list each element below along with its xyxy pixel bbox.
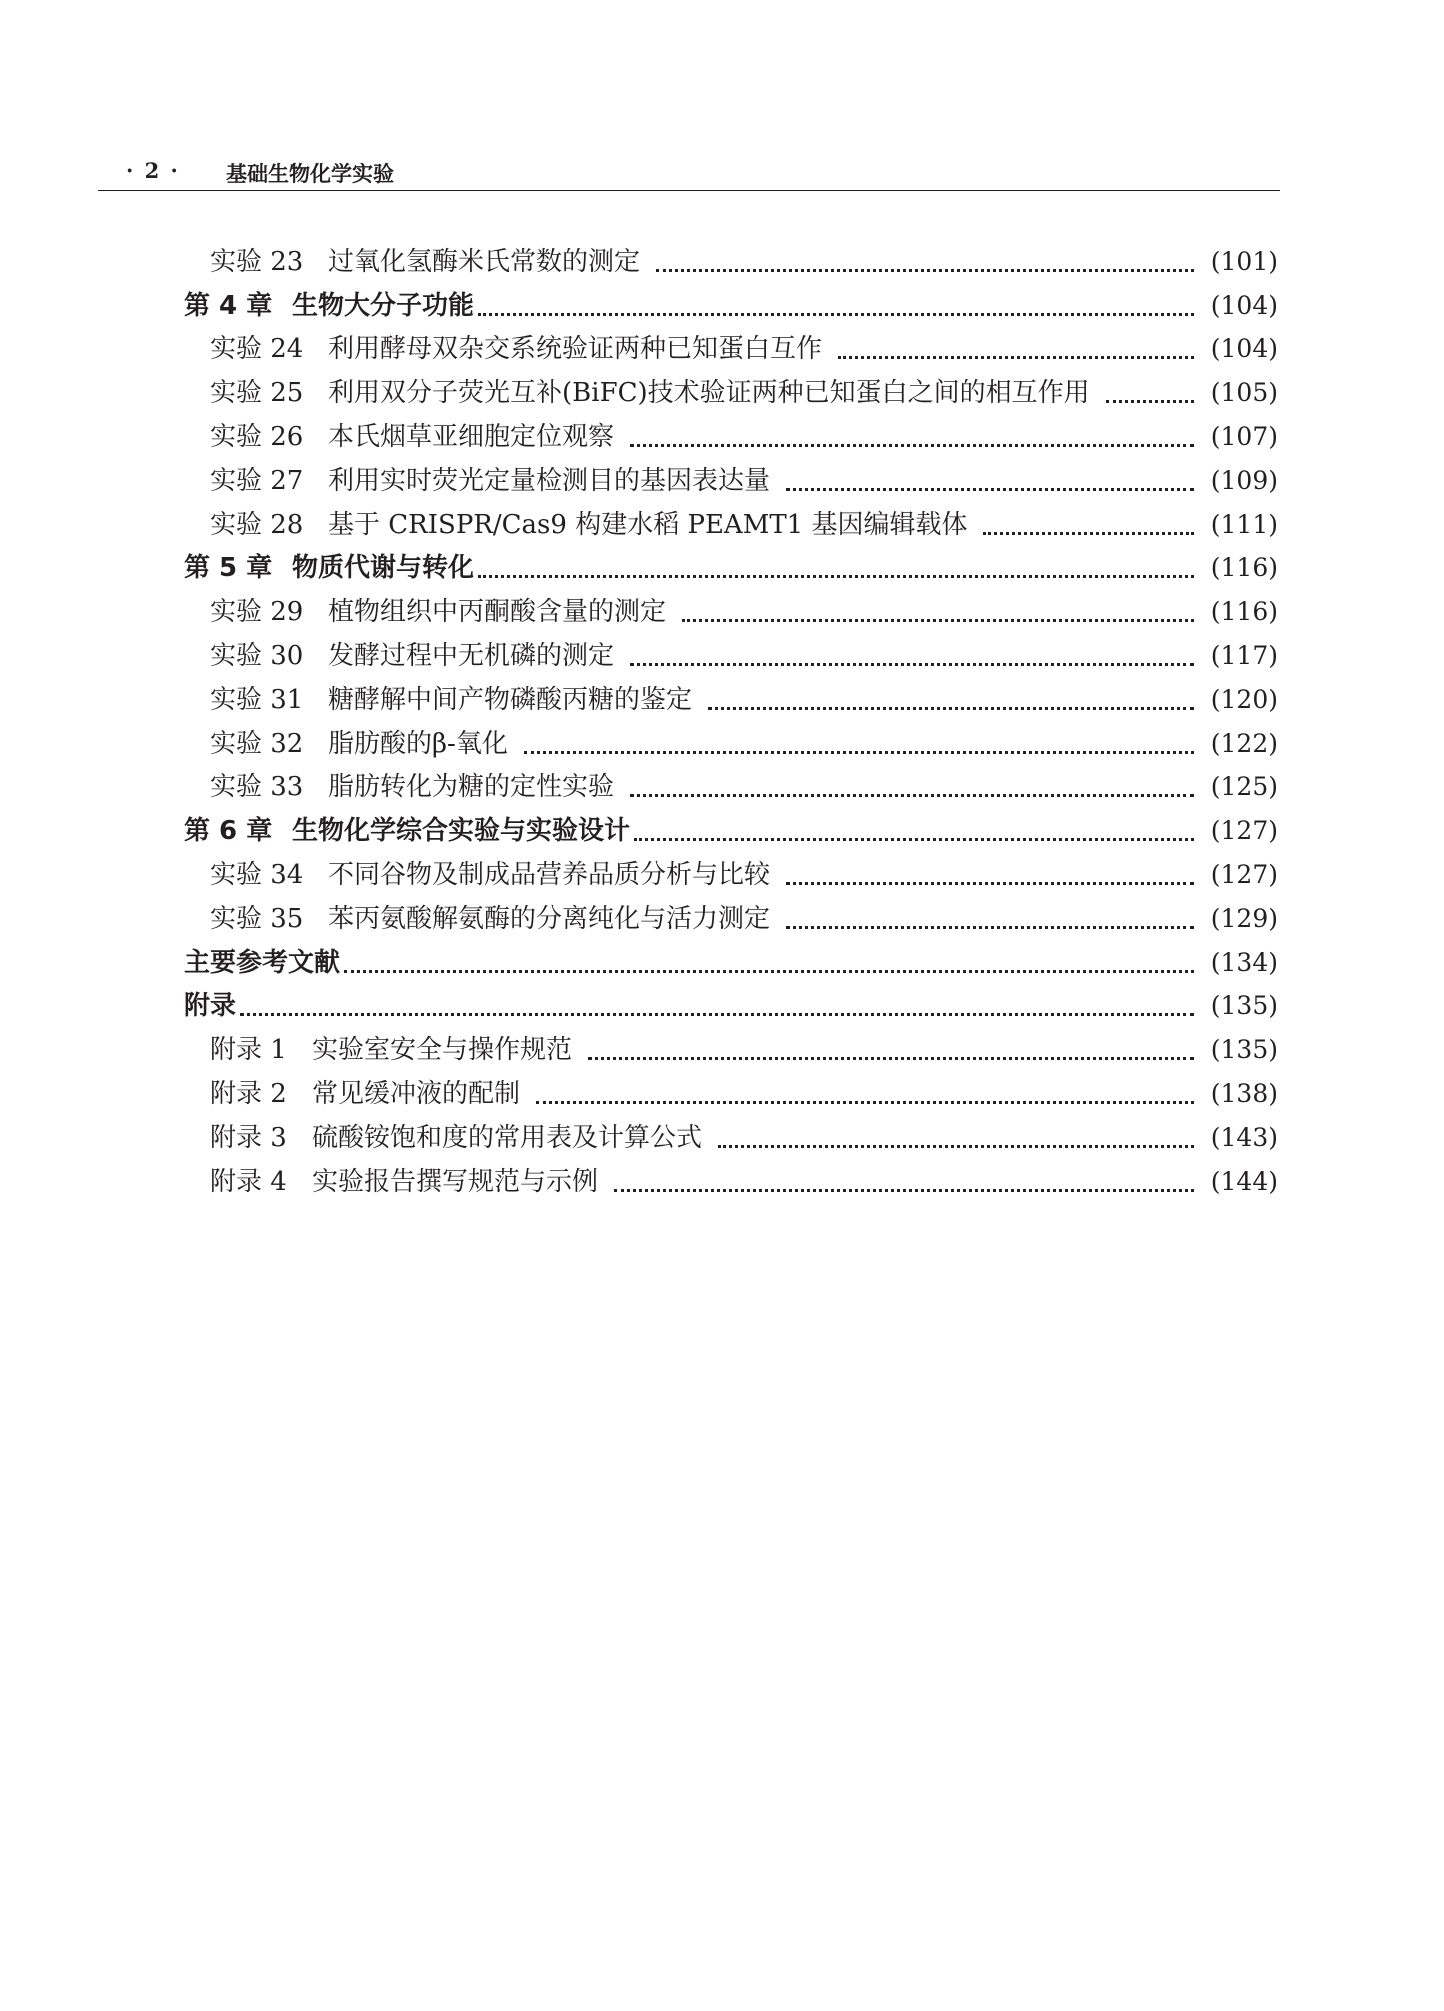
toc-chapter-row[interactable] <box>184 804 1278 848</box>
entry-title: 脂肪转化为糖的定性实验 <box>328 772 615 803</box>
toc-section-row[interactable] <box>184 936 1278 980</box>
running-header <box>98 156 1280 191</box>
entry-number: 附录 1 <box>210 1035 287 1066</box>
entry-title: 利用实时荧光定量检测目的基因表达量 <box>328 465 771 496</box>
entry-page: (109) <box>1210 465 1278 495</box>
entry-title: 不同谷物及制成品营养品质分析与比较 <box>328 859 771 890</box>
dot-leader <box>983 531 1194 535</box>
entry-number: 实验 27 <box>210 465 304 496</box>
toc-chapter-row[interactable] <box>184 542 1278 586</box>
entry-page: (107) <box>1210 421 1278 451</box>
dot-leader <box>786 487 1194 491</box>
toc-row[interactable] <box>184 629 1278 673</box>
entry-page: (135) <box>1210 1035 1278 1065</box>
dot-leader <box>344 969 1194 973</box>
dot-leader <box>1106 399 1194 403</box>
entry-title: 苯丙氨酸解氨酶的分离纯化与活力测定 <box>328 903 771 934</box>
entry-number: 实验 24 <box>210 334 304 365</box>
entry-title: 实验室安全与操作规范 <box>312 1035 573 1066</box>
dot-leader <box>630 662 1194 666</box>
entry-page: (122) <box>1210 728 1278 758</box>
entry-page: (127) <box>1210 859 1278 889</box>
entry-title: 糖酵解中间产物磷酸丙糖的鉴定 <box>328 684 693 715</box>
entry-page: (138) <box>1210 1078 1278 1108</box>
entry-page: (125) <box>1210 772 1278 802</box>
chapter-number: 第 5 章 <box>184 553 273 584</box>
entry-page: (144) <box>1210 1166 1278 1196</box>
entry-number: 实验 34 <box>210 859 304 890</box>
entry-number: 附录 4 <box>210 1166 287 1197</box>
entry-page: (104) <box>1210 290 1278 320</box>
chapter-title: 生物大分子功能 <box>292 290 475 321</box>
entry-title: 硫酸铵饱和度的常用表及计算公式 <box>312 1122 703 1153</box>
entry-page: (116) <box>1210 553 1278 583</box>
entry-number: 实验 35 <box>210 903 304 934</box>
toc-row[interactable] <box>184 323 1278 367</box>
dot-leader <box>838 355 1194 359</box>
toc-section-row[interactable] <box>184 980 1278 1024</box>
entry-page: (111) <box>1210 509 1278 539</box>
entry-page: (129) <box>1210 903 1278 933</box>
toc-row[interactable] <box>184 235 1278 279</box>
dot-leader <box>630 793 1194 797</box>
entry-number: 实验 28 <box>210 509 304 540</box>
entry-number: 实验 23 <box>210 246 304 277</box>
toc-row[interactable] <box>184 585 1278 629</box>
toc-row[interactable] <box>184 1067 1278 1111</box>
entry-number: 实验 32 <box>210 728 304 759</box>
entry-number: 实验 33 <box>210 772 304 803</box>
dot-leader <box>708 706 1194 710</box>
entry-title: 常见缓冲液的配制 <box>312 1078 521 1109</box>
entry-number: 实验 26 <box>210 421 304 452</box>
table-of-contents <box>184 235 1278 1199</box>
toc-row[interactable] <box>184 1023 1278 1067</box>
toc-row[interactable] <box>184 498 1278 542</box>
entry-title: 脂肪酸的β-氧化 <box>328 728 508 759</box>
toc-row[interactable] <box>184 848 1278 892</box>
chapter-title: 生物化学综合实验与实验设计 <box>292 816 631 847</box>
entry-title: 实验报告撰写规范与示例 <box>312 1166 599 1197</box>
toc-row[interactable] <box>184 717 1278 761</box>
entry-page: (116) <box>1210 597 1278 627</box>
dot-leader <box>786 925 1194 929</box>
toc-row[interactable] <box>184 454 1278 498</box>
book-title: 基础生物化学实验 <box>226 162 394 186</box>
entry-number: 附录 2 <box>210 1078 287 1109</box>
toc-row[interactable] <box>184 1155 1278 1199</box>
entry-title: 本氏烟草亚细胞定位观察 <box>328 421 615 452</box>
entry-title: 过氧化氢酶米氏常数的测定 <box>328 246 641 277</box>
dot-leader <box>682 618 1194 622</box>
dot-leader <box>478 574 1194 578</box>
entry-page: (127) <box>1210 816 1278 846</box>
section-title: 附录 <box>184 991 237 1022</box>
dot-leader <box>614 1188 1194 1192</box>
section-title: 主要参考文献 <box>184 947 341 978</box>
entry-number: 附录 3 <box>210 1122 287 1153</box>
entry-title: 利用酵母双杂交系统验证两种已知蛋白互作 <box>328 334 823 365</box>
entry-page: (117) <box>1210 640 1278 670</box>
entry-number: 实验 31 <box>210 684 304 715</box>
toc-chapter-row[interactable] <box>184 279 1278 323</box>
chapter-number: 第 4 章 <box>184 290 273 321</box>
dot-leader <box>718 1144 1194 1148</box>
dot-leader <box>240 1012 1194 1016</box>
entry-page: (120) <box>1210 684 1278 714</box>
dot-leader <box>656 268 1194 272</box>
entry-page: (104) <box>1210 334 1278 364</box>
dot-leader <box>524 750 1194 754</box>
entry-number: 实验 30 <box>210 640 304 671</box>
chapter-title: 物质代谢与转化 <box>292 553 475 584</box>
toc-row[interactable] <box>184 410 1278 454</box>
toc-row[interactable] <box>184 892 1278 936</box>
entry-title: 基于 CRISPR/Cas9 构建水稻 PEAMT1 基因编辑载体 <box>328 509 968 540</box>
dot-leader <box>588 1056 1194 1060</box>
dot-leader <box>634 837 1194 841</box>
entry-title: 发酵过程中无机磷的测定 <box>328 640 615 671</box>
dot-leader <box>786 881 1194 885</box>
toc-row[interactable] <box>184 1111 1278 1155</box>
toc-row[interactable] <box>184 673 1278 717</box>
entry-number: 实验 29 <box>210 597 304 628</box>
toc-row[interactable] <box>184 761 1278 805</box>
entry-number: 实验 25 <box>210 378 304 409</box>
entry-title: 利用双分子荧光互补(BiFC)技术验证两种已知蛋白之间的相互作用 <box>328 378 1090 409</box>
entry-title: 植物组织中丙酮酸含量的测定 <box>328 597 667 628</box>
chapter-number: 第 6 章 <box>184 816 273 847</box>
entry-page: (101) <box>1210 246 1278 276</box>
toc-row[interactable] <box>184 366 1278 410</box>
dot-leader <box>478 312 1194 316</box>
entry-page: (134) <box>1210 947 1278 977</box>
entry-page: (143) <box>1210 1122 1278 1152</box>
dot-leader <box>630 443 1194 447</box>
page-number: · 2 · <box>126 158 180 183</box>
entry-page: (135) <box>1210 991 1278 1021</box>
dot-leader <box>536 1100 1194 1104</box>
entry-page: (105) <box>1210 378 1278 408</box>
